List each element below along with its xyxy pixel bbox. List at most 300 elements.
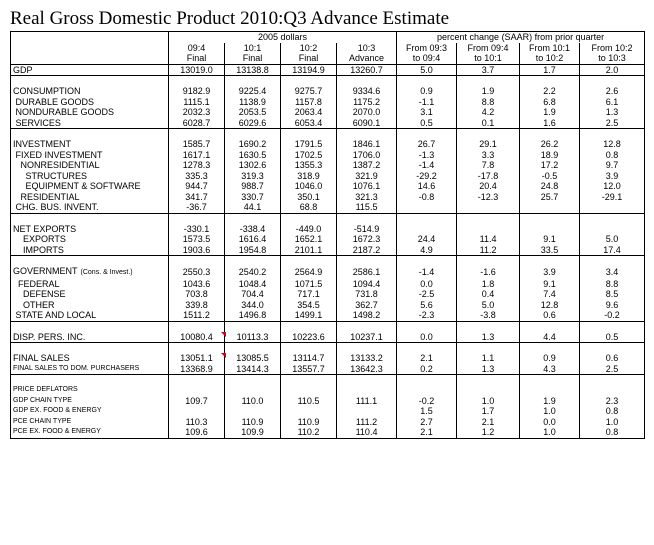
pct-change-value: 3.3 bbox=[457, 150, 520, 161]
table-row-other bbox=[11, 300, 645, 311]
level-value: 10113.3 bbox=[225, 332, 281, 343]
level-value: 1302.6 bbox=[225, 160, 281, 171]
col-subheader: to 10:1 bbox=[457, 53, 520, 64]
row-label bbox=[11, 266, 169, 279]
spacer-row bbox=[11, 256, 645, 267]
level-value: 110.9 bbox=[281, 417, 337, 428]
row-label-text: EXPORTS bbox=[13, 234, 66, 244]
level-value: 1071.5 bbox=[281, 279, 337, 290]
level-value: 1138.9 bbox=[225, 97, 281, 108]
table-row-chg-bus bbox=[11, 202, 645, 213]
row-label bbox=[11, 181, 169, 192]
pct-change-value: 0.8 bbox=[580, 406, 645, 417]
level-value: 109.7 bbox=[169, 396, 225, 407]
pct-change-value: 0.4 bbox=[457, 289, 520, 300]
level-value: 1496.8 bbox=[225, 310, 281, 321]
row-label bbox=[11, 406, 169, 417]
row-label bbox=[11, 385, 169, 396]
row-label-text: GDP bbox=[13, 64, 33, 75]
col-subheader: to 10:2 bbox=[520, 53, 580, 64]
pct-change-value: 20.4 bbox=[457, 181, 520, 192]
pct-change-value: 0.5 bbox=[397, 118, 457, 129]
pct-change-value bbox=[520, 224, 580, 235]
row-label bbox=[11, 64, 169, 76]
level-value: 6029.6 bbox=[225, 118, 281, 129]
level-value: 704.4 bbox=[225, 289, 281, 300]
level-value bbox=[281, 385, 337, 396]
pct-change-value: 4.9 bbox=[397, 245, 457, 256]
table-row-gdp bbox=[11, 64, 645, 76]
pct-change-value: 0.8 bbox=[580, 427, 645, 438]
level-value: 1791.5 bbox=[281, 139, 337, 150]
pct-change-value: 6.1 bbox=[580, 97, 645, 108]
row-label bbox=[11, 224, 169, 235]
table-row-equipment bbox=[11, 181, 645, 192]
level-value: 110.0 bbox=[225, 396, 281, 407]
pct-change-value: 2.5 bbox=[580, 118, 645, 129]
spacer-row bbox=[11, 375, 645, 386]
pct-change-value: 1.7 bbox=[520, 64, 580, 76]
level-value: 1573.5 bbox=[169, 234, 225, 245]
row-label-text: GOVERNMENT bbox=[13, 266, 78, 276]
row-label-text: STRUCTURES bbox=[13, 170, 88, 181]
pct-change-value: 9.1 bbox=[520, 279, 580, 290]
pct-change-value: 1.9 bbox=[520, 396, 580, 407]
col-header: From 09:3 bbox=[397, 43, 457, 54]
pct-change-value: -29.2 bbox=[397, 171, 457, 182]
pct-change-value: 0.6 bbox=[520, 310, 580, 321]
header-row-2 bbox=[11, 43, 645, 54]
level-value: 44.1 bbox=[225, 202, 281, 213]
level-value: 1652.1 bbox=[281, 234, 337, 245]
level-value: -514.9 bbox=[337, 224, 397, 235]
level-value: 2070.0 bbox=[337, 107, 397, 118]
col-header: 10:3 bbox=[337, 43, 397, 54]
level-value: 1157.8 bbox=[281, 97, 337, 108]
pct-change-value: 9.7 bbox=[580, 160, 645, 171]
level-value: 335.3 bbox=[169, 171, 225, 182]
pct-change-value: 0.8 bbox=[580, 150, 645, 161]
pct-change-value: -0.8 bbox=[397, 192, 457, 203]
spacer-row bbox=[11, 213, 645, 224]
level-value: 2586.1 bbox=[337, 266, 397, 279]
pct-change-value: -29.1 bbox=[580, 192, 645, 203]
col-header: 09:4 bbox=[169, 43, 225, 54]
table-row-state-local bbox=[11, 310, 645, 321]
row-label bbox=[11, 396, 169, 407]
level-value: 10237.1 bbox=[337, 332, 397, 343]
pct-change-value: 1.8 bbox=[457, 279, 520, 290]
level-value: 111.1 bbox=[337, 396, 397, 407]
table-row-durable bbox=[11, 97, 645, 108]
pct-change-value: 1.3 bbox=[457, 364, 520, 375]
row-label bbox=[11, 139, 169, 150]
level-value: 13114.7 bbox=[281, 353, 337, 364]
pct-change-value: 1.0 bbox=[580, 417, 645, 428]
pct-change-value: 4.3 bbox=[520, 364, 580, 375]
header-row-1 bbox=[11, 32, 645, 43]
level-value: 110.3 bbox=[169, 417, 225, 428]
row-label-text: FEDERAL bbox=[13, 278, 60, 289]
level-value: 2187.2 bbox=[337, 245, 397, 256]
level-value: 354.5 bbox=[281, 300, 337, 311]
pct-change-value: 8.5 bbox=[580, 289, 645, 300]
level-value: 344.0 bbox=[225, 300, 281, 311]
level-value: -449.0 bbox=[281, 224, 337, 235]
pct-change-value: 0.9 bbox=[397, 86, 457, 97]
level-value: 110.9 bbox=[225, 417, 281, 428]
row-label-text: FINAL SALES TO DOM. PURCHASERS bbox=[13, 364, 140, 372]
pct-change-value: 26.2 bbox=[520, 139, 580, 150]
table-row-imports bbox=[11, 245, 645, 256]
gdp-table bbox=[10, 31, 645, 439]
row-label-text: PCE CHAIN TYPE bbox=[13, 417, 72, 425]
pct-change-value bbox=[457, 224, 520, 235]
row-label-text: INVESTMENT bbox=[13, 139, 72, 149]
level-value: 10080.4 bbox=[169, 332, 225, 343]
level-value bbox=[337, 406, 397, 417]
pct-change-value: 0.0 bbox=[397, 279, 457, 290]
pct-change-value: 12.8 bbox=[520, 300, 580, 311]
pct-change-value: -1.4 bbox=[397, 160, 457, 171]
pct-change-value bbox=[397, 385, 457, 396]
pct-change-value: 2.7 bbox=[397, 417, 457, 428]
pct-change-value: 5.6 bbox=[397, 300, 457, 311]
row-label-text: FIXED INVESTMENT bbox=[13, 149, 103, 160]
level-value: 1585.7 bbox=[169, 139, 225, 150]
level-value: 1690.2 bbox=[225, 139, 281, 150]
pct-change-value: 3.9 bbox=[520, 266, 580, 279]
level-value: 350.1 bbox=[281, 192, 337, 203]
pct-change-value: -17.8 bbox=[457, 171, 520, 182]
level-value: 13085.5 bbox=[225, 353, 281, 364]
level-value: 13557.7 bbox=[281, 364, 337, 375]
level-value: 2540.2 bbox=[225, 266, 281, 279]
level-value bbox=[225, 406, 281, 417]
pct-change-value: 12.8 bbox=[580, 139, 645, 150]
table-row-government bbox=[11, 266, 645, 279]
pct-change-value bbox=[580, 224, 645, 235]
dollars-caption: 2005 dollars bbox=[169, 32, 397, 43]
pct-change-value: -0.2 bbox=[397, 396, 457, 407]
pct-change-value bbox=[580, 202, 645, 213]
pct-change-value bbox=[520, 202, 580, 213]
row-label-text: EQUIPMENT & SOFTWARE bbox=[13, 181, 141, 191]
level-value: 1387.2 bbox=[337, 160, 397, 171]
level-value: 6053.4 bbox=[281, 118, 337, 129]
level-value: 10223.6 bbox=[281, 332, 337, 343]
pct-change-value: 24.4 bbox=[397, 234, 457, 245]
level-value: 109.9 bbox=[225, 427, 281, 438]
row-label-text: DURABLE GOODS bbox=[13, 96, 95, 107]
table-row-disp bbox=[11, 332, 645, 343]
row-label bbox=[11, 279, 169, 290]
row-label bbox=[11, 417, 169, 428]
col-subheader: to 09:4 bbox=[397, 53, 457, 64]
pct-change-value: 1.6 bbox=[520, 118, 580, 129]
pct-change-value: 1.9 bbox=[520, 107, 580, 118]
level-value: 1903.6 bbox=[169, 245, 225, 256]
level-value bbox=[281, 406, 337, 417]
pct-change-value: 2.1 bbox=[397, 427, 457, 438]
pct-change-value: 3.9 bbox=[580, 171, 645, 182]
level-value: 13368.9 bbox=[169, 364, 225, 375]
pct-change-value: 4.2 bbox=[457, 107, 520, 118]
level-value: 1511.2 bbox=[169, 310, 225, 321]
pct-change-value: 18.9 bbox=[520, 150, 580, 161]
row-label-text: STATE AND LOCAL bbox=[13, 310, 97, 320]
pct-change-value: 3.7 bbox=[457, 64, 520, 76]
row-label-text: RESIDENTIAL bbox=[13, 191, 80, 202]
row-label bbox=[11, 160, 169, 171]
level-value: 319.3 bbox=[225, 171, 281, 182]
table-row-gdp-ex bbox=[11, 406, 645, 417]
table-row-structures bbox=[11, 171, 645, 182]
level-value: 1706.0 bbox=[337, 150, 397, 161]
level-value: 13133.2 bbox=[337, 353, 397, 364]
col-subheader: to 10:3 bbox=[580, 53, 645, 64]
pct-change-value: 0.9 bbox=[520, 353, 580, 364]
col-subheader: Final bbox=[225, 53, 281, 64]
level-value: -330.1 bbox=[169, 224, 225, 235]
col-subheader: Final bbox=[169, 53, 225, 64]
pct-change-value: 7.8 bbox=[457, 160, 520, 171]
level-value: 9225.4 bbox=[225, 86, 281, 97]
pct-change-value: 2.1 bbox=[397, 353, 457, 364]
table-row-gdp-chain bbox=[11, 396, 645, 407]
table-row-pce-ex bbox=[11, 427, 645, 438]
level-value: 339.8 bbox=[169, 300, 225, 311]
table-row-final-sales bbox=[11, 353, 645, 364]
pct-change-value: -2.5 bbox=[397, 289, 457, 300]
pct-change-value bbox=[520, 385, 580, 396]
row-label-text: CONSUMPTION bbox=[13, 86, 81, 96]
level-value: 2032.3 bbox=[169, 107, 225, 118]
pct-change-value: 6.8 bbox=[520, 97, 580, 108]
row-label-text: PCE EX. FOOD & ENERGY bbox=[13, 428, 101, 435]
level-value: 109.6 bbox=[169, 427, 225, 438]
pct-change-value: 9.1 bbox=[520, 234, 580, 245]
pct-change-value bbox=[457, 202, 520, 213]
row-label bbox=[11, 364, 169, 375]
level-value: 115.5 bbox=[337, 202, 397, 213]
level-value: 1278.3 bbox=[169, 160, 225, 171]
level-value bbox=[169, 406, 225, 417]
level-value: 13138.8 bbox=[225, 64, 281, 76]
level-value: -338.4 bbox=[225, 224, 281, 235]
row-label-text: GDP CHAIN TYPE bbox=[13, 396, 72, 404]
pct-change-value: 25.7 bbox=[520, 192, 580, 203]
col-header: From 09:4 bbox=[457, 43, 520, 54]
row-label-text: DEFENSE bbox=[13, 289, 66, 299]
row-label bbox=[11, 300, 169, 311]
pct-change-value: -0.2 bbox=[580, 310, 645, 321]
pct-change-value: 5.0 bbox=[457, 300, 520, 311]
col-subheader: Advance bbox=[337, 53, 397, 64]
level-value bbox=[337, 385, 397, 396]
row-label bbox=[11, 289, 169, 300]
row-label bbox=[11, 86, 169, 97]
pct-change-value: 0.1 bbox=[457, 118, 520, 129]
table-row-fixed bbox=[11, 150, 645, 161]
pct-change-value: 2.6 bbox=[580, 86, 645, 97]
level-value: 1846.1 bbox=[337, 139, 397, 150]
level-value: 2053.5 bbox=[225, 107, 281, 118]
row-label bbox=[11, 245, 169, 256]
level-value: 362.7 bbox=[337, 300, 397, 311]
level-value: 2564.9 bbox=[281, 266, 337, 279]
pct-change-value: 0.5 bbox=[580, 332, 645, 343]
row-label-text: OTHER bbox=[13, 299, 55, 310]
level-value: 111.2 bbox=[337, 417, 397, 428]
table-row-federal bbox=[11, 279, 645, 290]
row-note: (Cons. & Invest.) bbox=[80, 269, 133, 276]
pct-change-value: 12.0 bbox=[580, 181, 645, 192]
pct-change-value: 8.8 bbox=[457, 97, 520, 108]
pct-change-value: 14.6 bbox=[397, 181, 457, 192]
level-value: 988.7 bbox=[225, 181, 281, 192]
pct-change-value bbox=[457, 385, 520, 396]
table-row-services bbox=[11, 118, 645, 129]
spacer-row bbox=[11, 321, 645, 332]
table-row-exports bbox=[11, 234, 645, 245]
row-label bbox=[11, 332, 169, 343]
row-label bbox=[11, 171, 169, 182]
table-row-defense bbox=[11, 289, 645, 300]
level-value: 6028.7 bbox=[169, 118, 225, 129]
pct-change-value: 1.5 bbox=[397, 406, 457, 417]
level-value: 318.9 bbox=[281, 171, 337, 182]
header-row-3 bbox=[11, 53, 645, 64]
pct-change-value: 3.1 bbox=[397, 107, 457, 118]
level-value: 2101.1 bbox=[281, 245, 337, 256]
pct-change-value: 1.2 bbox=[457, 427, 520, 438]
level-value: 1094.4 bbox=[337, 279, 397, 290]
pct-change-value: 0.6 bbox=[580, 353, 645, 364]
row-label bbox=[11, 427, 169, 438]
row-label-text: IMPORTS bbox=[13, 244, 64, 255]
pct-change-value: 5.0 bbox=[580, 234, 645, 245]
pct-change-value: 0.0 bbox=[397, 332, 457, 343]
pct-change-value: 1.3 bbox=[580, 107, 645, 118]
row-label bbox=[11, 202, 169, 213]
level-value: 110.2 bbox=[281, 427, 337, 438]
level-value: 13414.3 bbox=[225, 364, 281, 375]
level-value: 1630.5 bbox=[225, 150, 281, 161]
row-label-text: FINAL SALES bbox=[13, 353, 70, 363]
pct-change-value: 29.1 bbox=[457, 139, 520, 150]
pct-change-value: 1.0 bbox=[457, 396, 520, 407]
level-value: 1043.6 bbox=[169, 279, 225, 290]
pct-change-value: 1.0 bbox=[520, 406, 580, 417]
pct-caption: percent change (SAAR) from prior quarter bbox=[397, 32, 645, 43]
pct-change-value: 0.2 bbox=[397, 364, 457, 375]
level-value: 2550.3 bbox=[169, 266, 225, 279]
pct-change-value: 9.6 bbox=[580, 300, 645, 311]
row-label-text: NONRESIDENTIAL bbox=[13, 160, 100, 170]
row-label bbox=[11, 234, 169, 245]
pct-change-value: 1.3 bbox=[457, 332, 520, 343]
level-value: 1672.3 bbox=[337, 234, 397, 245]
spacer-row bbox=[11, 343, 645, 354]
spacer-row bbox=[11, 129, 645, 140]
level-value: 330.7 bbox=[225, 192, 281, 203]
pct-change-value: -12.3 bbox=[457, 192, 520, 203]
table-row-investment bbox=[11, 139, 645, 150]
row-label-text: DISP. PERS. INC. bbox=[13, 331, 86, 342]
col-header: 10:2 bbox=[281, 43, 337, 54]
table-body bbox=[11, 64, 645, 438]
col-header: 10:1 bbox=[225, 43, 281, 54]
pct-change-value: -1.3 bbox=[397, 150, 457, 161]
pct-change-value: 11.2 bbox=[457, 245, 520, 256]
col-header: From 10:2 bbox=[580, 43, 645, 54]
pct-change-value: 1.0 bbox=[520, 427, 580, 438]
row-label bbox=[11, 150, 169, 161]
level-value: 1499.1 bbox=[281, 310, 337, 321]
pct-change-value: 1.1 bbox=[457, 353, 520, 364]
level-value: 1617.1 bbox=[169, 150, 225, 161]
table-row-net-exports bbox=[11, 224, 645, 235]
pct-change-value: 2.1 bbox=[457, 417, 520, 428]
level-value: 1616.4 bbox=[225, 234, 281, 245]
level-value: 13260.7 bbox=[337, 64, 397, 76]
pct-change-value: 26.7 bbox=[397, 139, 457, 150]
level-value: 341.7 bbox=[169, 192, 225, 203]
table-row-nondurable bbox=[11, 107, 645, 118]
pct-change-value: 0.0 bbox=[520, 417, 580, 428]
level-value: 1355.3 bbox=[281, 160, 337, 171]
pct-change-value: 2.3 bbox=[580, 396, 645, 407]
level-value: 1115.1 bbox=[169, 97, 225, 108]
level-value: 9334.6 bbox=[337, 86, 397, 97]
pct-change-value: -1.4 bbox=[397, 266, 457, 279]
pct-change-value: 5.0 bbox=[397, 64, 457, 76]
pct-change-value: 1.7 bbox=[457, 406, 520, 417]
pct-change-value: 11.4 bbox=[457, 234, 520, 245]
table-row-final-dom bbox=[11, 364, 645, 375]
pct-change-value: 17.2 bbox=[520, 160, 580, 171]
row-label bbox=[11, 310, 169, 321]
row-label-text: NET EXPORTS bbox=[13, 223, 77, 234]
level-value: 9275.7 bbox=[281, 86, 337, 97]
level-value: 13194.9 bbox=[281, 64, 337, 76]
level-value: 321.9 bbox=[337, 171, 397, 182]
table-row-nonres bbox=[11, 160, 645, 171]
pct-change-value: -0.5 bbox=[520, 171, 580, 182]
level-value: 1498.2 bbox=[337, 310, 397, 321]
col-header: From 10:1 bbox=[520, 43, 580, 54]
level-value: 13051.1 bbox=[169, 353, 225, 364]
level-value: 321.3 bbox=[337, 192, 397, 203]
pct-change-value: -1.1 bbox=[397, 97, 457, 108]
level-value: 1076.1 bbox=[337, 181, 397, 192]
level-value: 703.8 bbox=[169, 289, 225, 300]
pct-change-value: 24.8 bbox=[520, 181, 580, 192]
row-label bbox=[11, 192, 169, 203]
row-label bbox=[11, 107, 169, 118]
row-label-text: CHG. BUS. INVENT. bbox=[13, 202, 99, 212]
row-label bbox=[11, 118, 169, 129]
level-value: 1048.4 bbox=[225, 279, 281, 290]
spacer-row bbox=[11, 76, 645, 87]
level-value bbox=[169, 385, 225, 396]
table-row-pce-chain bbox=[11, 417, 645, 428]
pct-change-value: 4.4 bbox=[520, 332, 580, 343]
level-value: 13019.0 bbox=[169, 64, 225, 76]
col-subheader: Final bbox=[281, 53, 337, 64]
level-value: 731.8 bbox=[337, 289, 397, 300]
